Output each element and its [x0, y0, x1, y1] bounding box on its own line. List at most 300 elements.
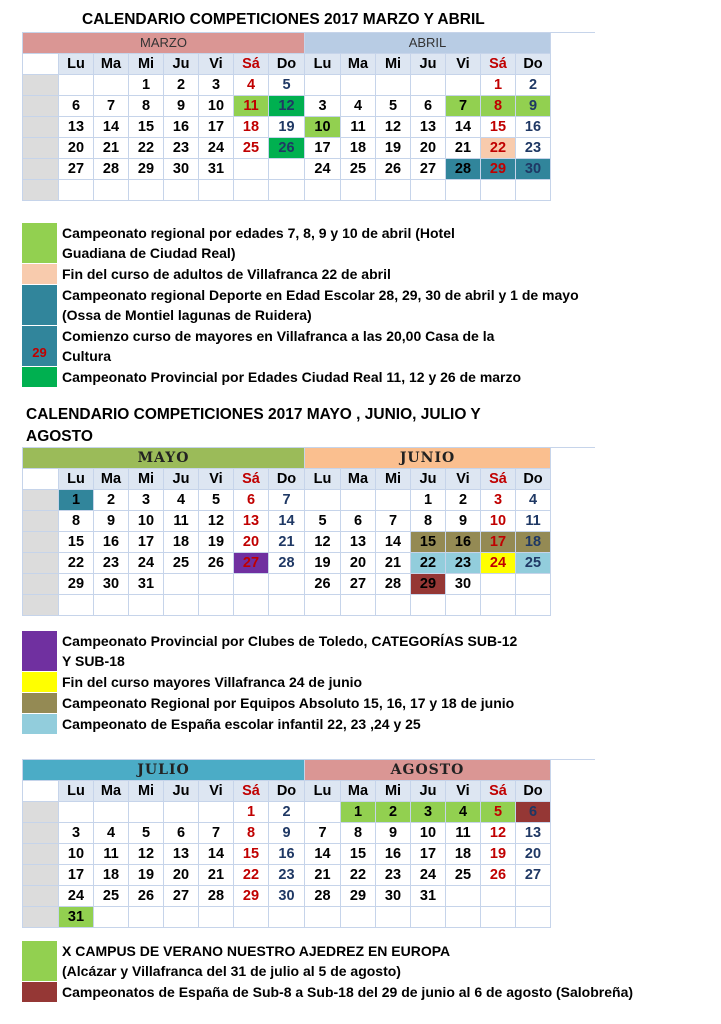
day-cell: 6 [411, 96, 446, 117]
day-header: Ju [411, 469, 446, 490]
legend-text: Campeonato regional Deporte en Edad Escolar 28, 29, 30 de abril y 1 de mayo [62, 287, 579, 303]
day-cell: 14 [269, 511, 305, 532]
day-cell: 11 [516, 511, 551, 532]
day-cell [269, 180, 305, 201]
day-cell: 20 [164, 865, 199, 886]
day-cell [164, 907, 199, 928]
day-cell: 19 [481, 844, 516, 865]
day-cell: 6 [516, 802, 551, 823]
week-gutter [23, 511, 59, 532]
legend-swatch [22, 367, 57, 387]
day-cell: 11 [446, 823, 481, 844]
day-cell: 20 [411, 138, 446, 159]
day-cell [269, 907, 305, 928]
day-cell: 26 [269, 138, 305, 159]
day-cell [199, 574, 234, 595]
day-cell: 5 [129, 823, 164, 844]
day-header: Mi [376, 781, 411, 802]
day-cell: 4 [164, 490, 199, 511]
day-cell: 19 [129, 865, 164, 886]
day-cell: 27 [516, 865, 551, 886]
day-cell: 3 [199, 75, 234, 96]
day-cell: 13 [164, 844, 199, 865]
day-cell: 18 [234, 117, 269, 138]
calendar-marzo-abril [22, 32, 595, 201]
legend-text: Fin del curso mayores Villafranca 24 de junio [62, 674, 363, 690]
day-cell: 5 [305, 511, 341, 532]
day-cell [446, 75, 481, 96]
legend-swatch: 29 [22, 326, 57, 366]
day-cell: 22 [411, 553, 446, 574]
day-cell: 25 [234, 138, 269, 159]
day-cell: 21 [269, 532, 305, 553]
day-cell: 2 [376, 802, 411, 823]
day-cell: 30 [269, 886, 305, 907]
day-cell: 15 [341, 844, 376, 865]
legend-text: Campeonato Regional por Equipos Absoluto 15, 16, 17 y 18 de junio [62, 695, 515, 711]
day-cell [341, 907, 376, 928]
month-header-junio: JUNIO [305, 448, 551, 469]
day-cell: 10 [129, 511, 164, 532]
week-gutter [23, 553, 59, 574]
legend-text: Fin del curso de adultos de Villafranca 22 de abril [62, 266, 391, 282]
day-cell: 8 [481, 96, 516, 117]
day-cell: 15 [411, 532, 446, 553]
day-cell [481, 574, 516, 595]
day-cell: 25 [341, 159, 376, 180]
day-cell [199, 907, 234, 928]
day-cell: 12 [129, 844, 164, 865]
day-cell [305, 595, 341, 616]
day-cell: 31 [129, 574, 164, 595]
day-cell [446, 180, 481, 201]
day-header: Vi [199, 781, 234, 802]
day-cell: 28 [305, 886, 341, 907]
day-cell: 8 [129, 96, 164, 117]
day-cell: 21 [94, 138, 129, 159]
day-cell [94, 907, 129, 928]
day-cell: 7 [199, 823, 234, 844]
day-cell [129, 180, 164, 201]
day-cell [411, 180, 446, 201]
calendar-mayo-junio [22, 447, 595, 616]
day-cell: 2 [94, 490, 129, 511]
day-cell: 9 [164, 96, 199, 117]
day-cell: 21 [199, 865, 234, 886]
week-gutter [23, 180, 59, 201]
day-cell: 30 [164, 159, 199, 180]
day-cell: 29 [129, 159, 164, 180]
day-cell: 19 [376, 138, 411, 159]
day-header: Mi [129, 469, 164, 490]
day-cell: 29 [234, 886, 269, 907]
day-cell: 6 [59, 96, 94, 117]
day-header: Sá [234, 469, 269, 490]
day-cell: 1 [234, 802, 269, 823]
day-cell: 16 [516, 117, 551, 138]
day-cell: 23 [516, 138, 551, 159]
month-header-abril: ABRIL [305, 33, 551, 54]
day-cell [129, 595, 164, 616]
day-cell: 23 [446, 553, 481, 574]
month-header-agosto: AGOSTO [305, 760, 551, 781]
day-cell: 13 [341, 532, 376, 553]
day-cell [376, 490, 411, 511]
page-title-mayo-agosto-line1: CALENDARIO COMPETICIONES 2017 MAYO , JUNIO, JULIO Y [26, 406, 481, 423]
day-cell: 13 [516, 823, 551, 844]
day-cell: 1 [411, 490, 446, 511]
day-cell: 20 [59, 138, 94, 159]
day-cell: 30 [516, 159, 551, 180]
day-cell: 16 [94, 532, 129, 553]
day-cell [376, 75, 411, 96]
day-cell [59, 75, 94, 96]
legend-swatch [22, 714, 57, 734]
day-header: Vi [199, 469, 234, 490]
day-cell: 15 [481, 117, 516, 138]
corner-cell [23, 54, 59, 75]
month-header-julio: JULIO [23, 760, 305, 781]
day-cell [341, 595, 376, 616]
day-cell [411, 75, 446, 96]
day-cell: 7 [305, 823, 341, 844]
day-cell: 22 [341, 865, 376, 886]
day-cell: 27 [164, 886, 199, 907]
day-cell: 10 [411, 823, 446, 844]
legend-text: Campeonato regional por edades 7, 8, 9 y 10 de abril (Hotel [62, 225, 455, 241]
day-cell: 21 [446, 138, 481, 159]
day-cell: 3 [129, 490, 164, 511]
week-gutter [23, 574, 59, 595]
day-cell: 17 [481, 532, 516, 553]
corner-cell [23, 469, 59, 490]
day-cell [234, 907, 269, 928]
legend-text: (Alcázar y Villafranca del 31 de julio al 5 de agosto) [62, 963, 401, 979]
day-cell: 12 [481, 823, 516, 844]
day-cell [59, 180, 94, 201]
day-cell [199, 802, 234, 823]
corner-cell [23, 781, 59, 802]
day-header: Ma [94, 469, 129, 490]
day-cell: 14 [199, 844, 234, 865]
day-cell: 17 [305, 138, 341, 159]
week-gutter [23, 595, 59, 616]
day-cell: 24 [129, 553, 164, 574]
day-header: Sá [234, 54, 269, 75]
day-cell: 17 [199, 117, 234, 138]
calendar-julio-agosto [22, 759, 595, 928]
day-header: Lu [59, 781, 94, 802]
day-cell: 3 [411, 802, 446, 823]
day-cell: 10 [59, 844, 94, 865]
day-cell: 28 [199, 886, 234, 907]
day-cell: 17 [129, 532, 164, 553]
day-cell [164, 574, 199, 595]
day-cell: 30 [376, 886, 411, 907]
day-cell: 2 [516, 75, 551, 96]
day-cell: 7 [446, 96, 481, 117]
page-title-marzo-abril: CALENDARIO COMPETICIONES 2017 MARZO Y ABRIL [82, 11, 485, 28]
day-header: Ma [341, 781, 376, 802]
day-cell: 1 [341, 802, 376, 823]
day-header: Do [269, 781, 305, 802]
day-cell: 3 [59, 823, 94, 844]
week-gutter [23, 907, 59, 928]
day-cell: 20 [234, 532, 269, 553]
week-gutter [23, 532, 59, 553]
day-cell: 1 [481, 75, 516, 96]
day-header: Vi [446, 54, 481, 75]
day-cell: 24 [481, 553, 516, 574]
day-header: Ma [94, 781, 129, 802]
legend-text: Campeonatos de España de Sub-8 a Sub-18 del 29 de junio al 6 de agosto (Salobreña) [62, 984, 634, 1000]
day-cell [516, 180, 551, 201]
day-cell [481, 886, 516, 907]
day-cell: 9 [269, 823, 305, 844]
day-cell: 24 [411, 865, 446, 886]
day-cell: 22 [59, 553, 94, 574]
day-header: Ju [411, 781, 446, 802]
day-header: Mi [129, 54, 164, 75]
legend-swatch [22, 223, 57, 263]
day-cell [481, 907, 516, 928]
day-cell [94, 180, 129, 201]
day-cell: 26 [305, 574, 341, 595]
day-cell [94, 595, 129, 616]
day-header: Lu [305, 54, 341, 75]
day-header: Mi [376, 469, 411, 490]
day-cell [234, 574, 269, 595]
week-gutter [23, 96, 59, 117]
day-cell: 10 [199, 96, 234, 117]
day-cell: 14 [305, 844, 341, 865]
day-cell: 24 [59, 886, 94, 907]
day-cell [305, 180, 341, 201]
day-cell: 5 [269, 75, 305, 96]
day-cell: 12 [199, 511, 234, 532]
day-cell: 10 [305, 117, 341, 138]
day-header: Lu [59, 469, 94, 490]
day-cell: 17 [59, 865, 94, 886]
day-cell: 8 [341, 823, 376, 844]
day-cell: 3 [305, 96, 341, 117]
day-cell: 9 [516, 96, 551, 117]
day-cell: 19 [199, 532, 234, 553]
legend-swatch [22, 693, 57, 713]
day-header: Ju [164, 469, 199, 490]
day-cell: 23 [94, 553, 129, 574]
day-cell [269, 159, 305, 180]
day-cell: 29 [481, 159, 516, 180]
day-cell: 15 [129, 117, 164, 138]
day-cell: 8 [234, 823, 269, 844]
day-cell [411, 595, 446, 616]
day-cell: 18 [164, 532, 199, 553]
day-cell: 25 [164, 553, 199, 574]
day-cell: 26 [129, 886, 164, 907]
day-cell [446, 907, 481, 928]
day-cell: 16 [376, 844, 411, 865]
day-cell: 11 [341, 117, 376, 138]
legend-swatch [22, 982, 57, 1002]
day-cell: 26 [376, 159, 411, 180]
day-cell: 22 [234, 865, 269, 886]
week-gutter [23, 75, 59, 96]
week-gutter [23, 823, 59, 844]
legend-text: Cultura [62, 348, 111, 364]
day-cell [481, 180, 516, 201]
day-cell [59, 802, 94, 823]
day-cell: 26 [199, 553, 234, 574]
day-header: Mi [376, 54, 411, 75]
day-cell: 22 [129, 138, 164, 159]
day-cell: 11 [94, 844, 129, 865]
legend-swatch [22, 672, 57, 692]
week-gutter [23, 138, 59, 159]
day-cell: 27 [234, 553, 269, 574]
day-cell: 14 [446, 117, 481, 138]
day-cell: 8 [59, 511, 94, 532]
day-cell: 25 [94, 886, 129, 907]
day-header: Lu [59, 54, 94, 75]
day-cell: 28 [376, 574, 411, 595]
day-cell: 5 [481, 802, 516, 823]
day-header: Vi [446, 781, 481, 802]
day-cell [341, 75, 376, 96]
day-header: Vi [446, 469, 481, 490]
legend-text: Campeonato Provincial por Clubes de Toledo, CATEGORÍAS SUB-12 [62, 633, 518, 649]
day-cell: 13 [411, 117, 446, 138]
day-cell: 14 [376, 532, 411, 553]
legend-swatch [22, 285, 57, 325]
day-cell: 6 [234, 490, 269, 511]
day-cell [446, 886, 481, 907]
day-cell: 13 [234, 511, 269, 532]
day-cell: 4 [341, 96, 376, 117]
day-cell: 31 [411, 886, 446, 907]
day-header: Sá [481, 469, 516, 490]
day-cell: 6 [341, 511, 376, 532]
day-cell [94, 802, 129, 823]
day-cell: 30 [94, 574, 129, 595]
day-cell [376, 907, 411, 928]
day-cell: 31 [59, 907, 94, 928]
day-cell: 24 [199, 138, 234, 159]
day-header: Ma [94, 54, 129, 75]
day-cell: 11 [234, 96, 269, 117]
day-cell: 3 [481, 490, 516, 511]
legend-text: Campeonato Provincial por Edades Ciudad Real 11, 12 y 26 de marzo [62, 369, 522, 385]
day-cell [59, 595, 94, 616]
day-header: Vi [199, 54, 234, 75]
day-cell: 18 [94, 865, 129, 886]
week-gutter [23, 844, 59, 865]
day-cell: 18 [446, 844, 481, 865]
week-gutter [23, 865, 59, 886]
day-cell [376, 180, 411, 201]
day-cell: 12 [269, 96, 305, 117]
day-cell [164, 180, 199, 201]
week-gutter [23, 886, 59, 907]
legend-text: Guadiana de Ciudad Real) [62, 245, 236, 261]
day-cell [516, 886, 551, 907]
day-cell: 25 [516, 553, 551, 574]
day-cell [94, 75, 129, 96]
day-header: Ju [164, 781, 199, 802]
day-cell [376, 595, 411, 616]
day-cell: 29 [59, 574, 94, 595]
day-cell [481, 595, 516, 616]
legend-text: Y SUB-18 [62, 653, 125, 669]
day-header: Ju [411, 54, 446, 75]
day-header: Ma [341, 54, 376, 75]
day-header: Lu [305, 469, 341, 490]
day-cell: 12 [305, 532, 341, 553]
day-cell [516, 595, 551, 616]
week-gutter [23, 802, 59, 823]
day-header: Sá [481, 781, 516, 802]
day-header: Ju [164, 54, 199, 75]
day-cell: 8 [411, 511, 446, 532]
day-header: Sá [481, 54, 516, 75]
day-cell [516, 574, 551, 595]
day-cell: 25 [446, 865, 481, 886]
day-cell: 18 [341, 138, 376, 159]
day-cell: 10 [481, 511, 516, 532]
day-cell [234, 595, 269, 616]
day-cell: 17 [411, 844, 446, 865]
day-cell: 18 [516, 532, 551, 553]
day-cell: 16 [164, 117, 199, 138]
day-cell: 9 [94, 511, 129, 532]
day-cell: 1 [129, 75, 164, 96]
day-cell: 9 [376, 823, 411, 844]
day-header: Ma [341, 469, 376, 490]
day-cell [305, 75, 341, 96]
month-header-marzo: MARZO [23, 33, 305, 54]
day-cell: 4 [516, 490, 551, 511]
day-cell [269, 574, 305, 595]
day-cell: 26 [481, 865, 516, 886]
week-gutter [23, 490, 59, 511]
day-cell [164, 802, 199, 823]
month-header-mayo: MAYO [23, 448, 305, 469]
day-cell: 2 [164, 75, 199, 96]
day-cell [199, 595, 234, 616]
day-cell [129, 907, 164, 928]
day-header: Do [516, 469, 551, 490]
legend-swatch [22, 631, 57, 671]
day-cell [446, 595, 481, 616]
day-cell: 28 [94, 159, 129, 180]
day-header: Do [269, 54, 305, 75]
week-gutter [23, 117, 59, 138]
day-cell: 5 [376, 96, 411, 117]
day-cell [164, 595, 199, 616]
day-cell: 9 [446, 511, 481, 532]
day-cell [341, 490, 376, 511]
day-cell: 21 [305, 865, 341, 886]
day-cell [305, 802, 341, 823]
day-cell: 27 [59, 159, 94, 180]
day-cell: 31 [199, 159, 234, 180]
day-cell [199, 180, 234, 201]
day-cell: 7 [94, 96, 129, 117]
day-cell: 27 [341, 574, 376, 595]
day-header: Do [516, 781, 551, 802]
day-cell: 29 [341, 886, 376, 907]
legend-swatch [22, 941, 57, 981]
